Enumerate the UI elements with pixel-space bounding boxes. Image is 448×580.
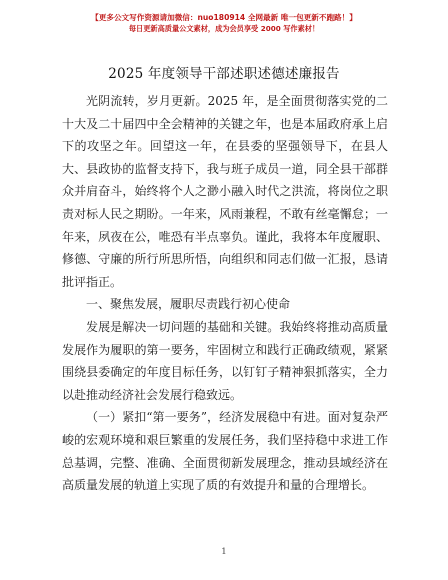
document-body (62, 90, 388, 497)
promo-banner-line-2: 每日更新高质量公文素材，成为会员享受 2000 写作素材！ (128, 24, 320, 33)
section-1-paragraph: 发展是解决一切问题的基础和关键。我始终将推动高质量发展作为履职的第一要务，牢固树立和践行正确政绩观，紧紧围绕县委确定的年度目标任务，以钉钉子精神狠抓落实，全力以赴推动经济社会发展行稳致远。 (62, 319, 388, 402)
promo-banner-line-1: 【更多公文写作资源请加微信：nuo180914 全网最新 唯一包更新不跑路！】 (91, 13, 357, 22)
page-number: 1 (221, 547, 227, 557)
subsection-1-heading: （一）紧扣“第一要务”，经济发展稳中有进。 (86, 410, 328, 425)
document-title: 2025 年度领导干部述职述德述廉报告 (108, 66, 340, 82)
subsection-1-text: 面对复杂严峻的宏观环境和艰巨繁重的发展任务，我们坚持稳中求进工作总基调，完整、准确、全面贯彻新发展理念，推动县域经济在高质量发展的轨道上实现了质的有效提升和量的合理增长。 (62, 410, 388, 493)
intro-paragraph: 光阴流转，岁月更新。2025 年，是全面贯彻落实党的二十大及二十届四中全会精神的关键之年，也是本届政府承上启下的攻坚之年。回望这一年，在县委的坚强领导下，在县人大、县政协的监督支持下，我与班子成员一道，同全县干部群众并肩奋斗，始终将个人之渺小融入时代之洪流，将岗位之职责对标人民之期盼。一年来，风雨兼程，不敢有丝毫懈怠；一年来，夙夜在公，唯恐有半点辜负。谨此，我将本年度履职、修德、守廉的所行所思所悟，向组织和同志们做一汇报，恳请批评指正。 (62, 94, 388, 289)
subsection-1 (62, 406, 388, 496)
section-1-heading: 一、聚焦发展，履职尽责践行初心使命 (86, 297, 291, 312)
